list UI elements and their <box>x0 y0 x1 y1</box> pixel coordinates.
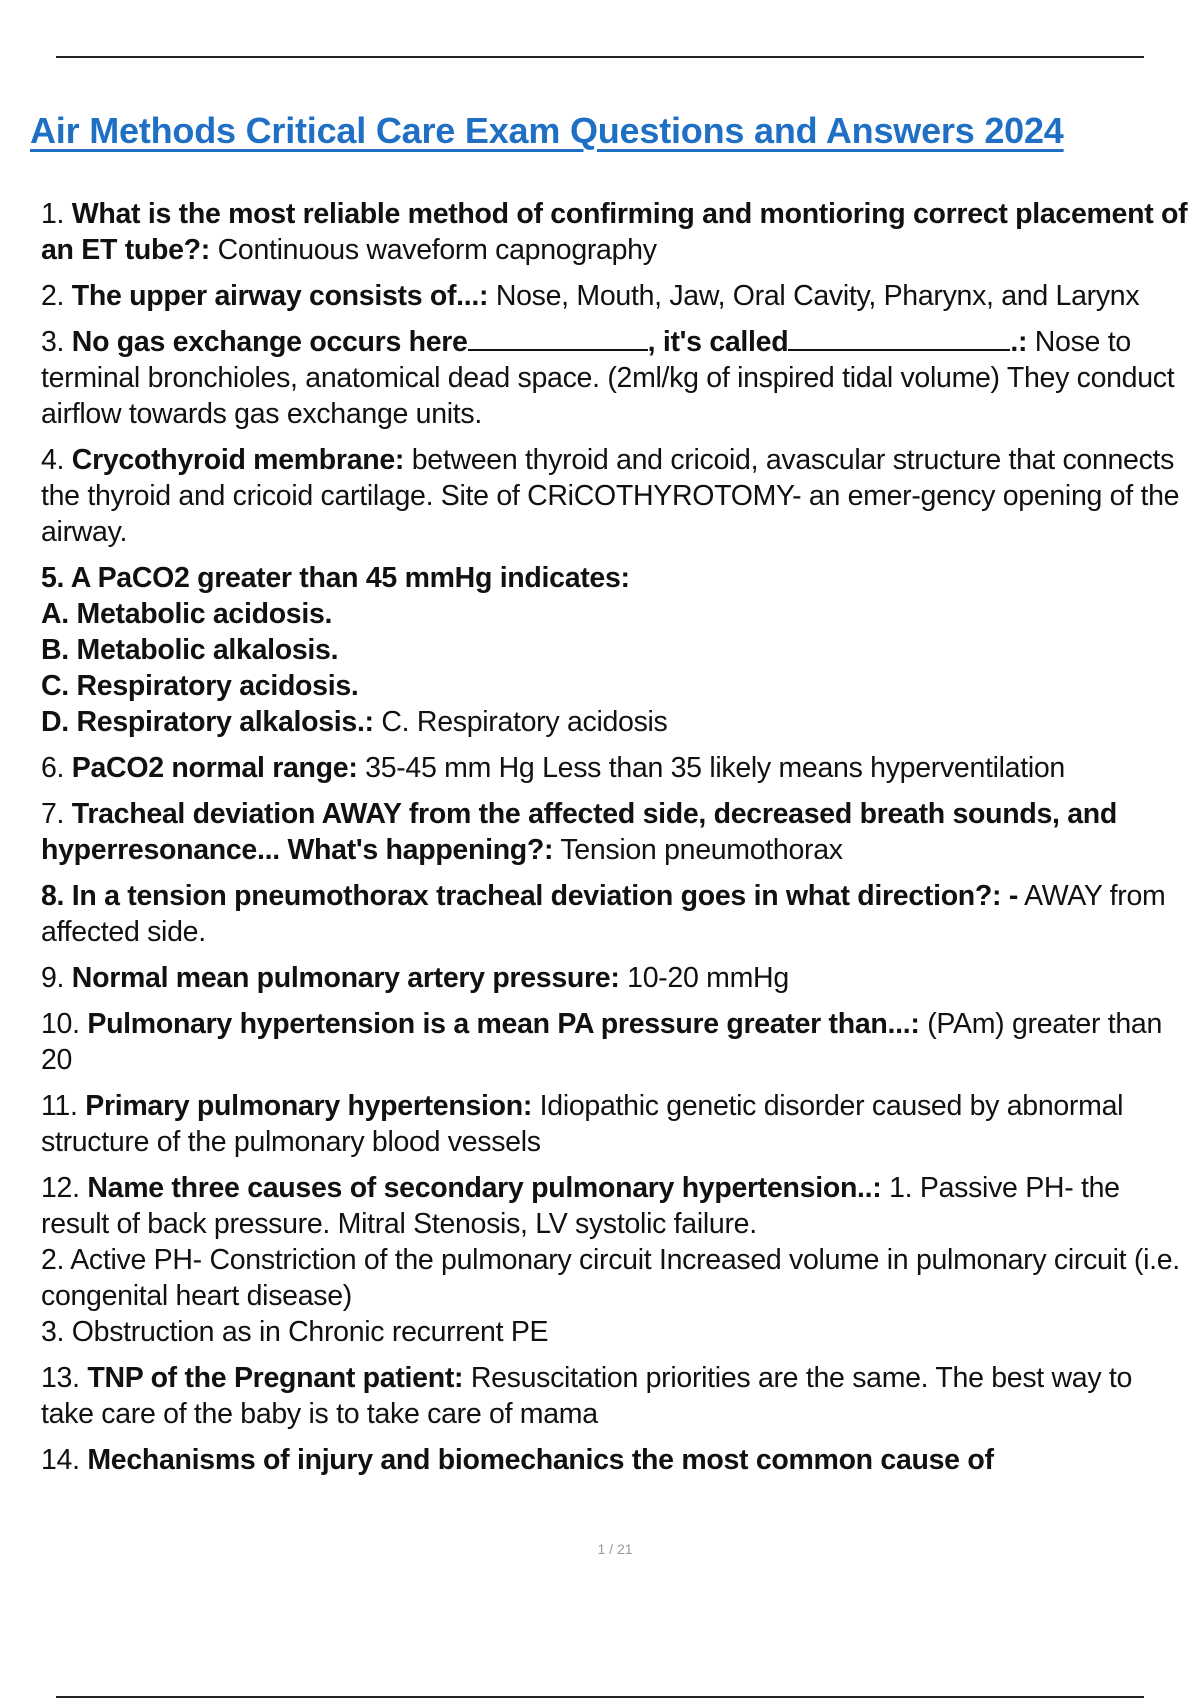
question-text: Tracheal deviation AWAY from the affected side, decreased breath sounds, and hyperresonance... What's happening?: <box>41 798 1118 866</box>
question-item <box>41 324 1191 432</box>
question-text: Name three causes of secondary pulmonary hypertension..: <box>87 1172 882 1204</box>
question-number: 4. <box>41 444 65 476</box>
answer-text: (PAm) greater than 20 <box>41 1008 1163 1076</box>
question-text: Crycothyroid membrane: <box>71 444 405 476</box>
question-number: 10. <box>41 1008 80 1040</box>
answer-option: A. Metabolic acidosis. <box>41 598 333 630</box>
question-number: 1. <box>41 198 65 230</box>
question-item <box>41 796 1191 868</box>
answer-text: between thyroid and cricoid, avascular structure that connects the thyroid and cricoid cartilage. Site of CRiCOTHYROTOMY- an emer-gency opening of the airway. <box>41 444 1180 548</box>
question-item <box>41 1006 1191 1078</box>
question-item <box>41 878 1191 950</box>
question-text: TNP of the Pregnant patient: <box>87 1362 464 1394</box>
bottom-rule <box>56 1696 1144 1698</box>
question-text: No gas exchange occurs here <box>71 326 468 358</box>
question-item <box>41 278 1191 314</box>
answer-text: Idiopathic genetic disorder caused by abnormal structure of the pulmonary blood vessels <box>41 1090 1124 1158</box>
question-number: 13. <box>41 1362 80 1394</box>
question-text: Primary pulmonary hypertension: <box>85 1090 533 1122</box>
question-list <box>41 196 1191 1488</box>
fill-in-blank <box>468 325 648 351</box>
question-text: What is the most reliable method of confirming and montioring correct placement of an ET tube?: <box>41 198 1188 266</box>
fill-in-blank <box>788 325 1010 351</box>
document-title: Air Methods Critical Care Exam Questions and Answers 2024 <box>30 110 1064 151</box>
question-number: 2. <box>41 280 65 312</box>
question-item <box>41 750 1191 786</box>
answer-text: AWAY from affected side. <box>41 880 1166 948</box>
question-number: 9. <box>41 962 65 994</box>
answer-text: 1. Passive PH- the result of back pressure. Mitral Stenosis, LV systolic failure. <box>41 1172 1120 1240</box>
question-text: Normal mean pulmonary artery pressure: <box>71 962 620 994</box>
question-text: , it's called <box>647 326 789 358</box>
question-item <box>41 960 1191 996</box>
answer-option: B. Metabolic alkalosis. <box>41 634 339 666</box>
question-text: .: <box>1010 326 1028 358</box>
question-number: 11. <box>41 1090 78 1122</box>
question-item <box>41 1360 1191 1432</box>
question-item <box>41 196 1191 268</box>
answer-text: Nose, Mouth, Jaw, Oral Cavity, Pharynx, and Larynx <box>495 280 1140 312</box>
question-number: 7. <box>41 798 65 830</box>
question-text: 8. In a tension pneumothorax tracheal deviation goes in what direction?: - <box>41 880 1019 912</box>
question-item <box>41 1088 1191 1160</box>
answer-text: C. Respiratory acidosis <box>381 706 668 738</box>
question-item <box>41 1170 1191 1350</box>
answer-text: 2. Active PH- Constriction of the pulmonary circuit Increased volume in pulmonary circuit (i.e. congenital heart disease) <box>41 1244 1180 1312</box>
answer-option: C. Respiratory acidosis. <box>41 670 359 702</box>
page-indicator: 1 / 21 <box>597 1541 633 1557</box>
question-item <box>41 442 1191 550</box>
question-text: 5. A PaCO2 greater than 45 mmHg indicates: <box>41 562 630 594</box>
question-number: 6. <box>41 752 65 784</box>
question-number: 3. <box>41 326 65 358</box>
answer-text: 3. Obstruction as in Chronic recurrent PE <box>41 1316 549 1348</box>
question-number: 12. <box>41 1172 80 1204</box>
question-text: PaCO2 normal range: <box>71 752 358 784</box>
question-item <box>41 560 1191 740</box>
answer-text: Nose to terminal bronchioles, anatomical dead space. (2ml/kg of inspired tidal volume) They conduct airflow towards gas exchange units. <box>41 326 1175 430</box>
question-text: Mechanisms of injury and biomechanics the most common cause of <box>87 1444 994 1476</box>
question-item <box>41 1442 1191 1478</box>
answer-text: Continuous waveform capnography <box>217 234 657 266</box>
answer-option: D. Respiratory alkalosis.: <box>41 706 374 738</box>
answer-text: 10-20 mmHg <box>627 962 789 994</box>
question-text: The upper airway consists of...: <box>71 280 489 312</box>
top-rule <box>56 56 1144 58</box>
answer-text: Tension pneumothorax <box>560 834 843 866</box>
answer-text: 35-45 mm Hg Less than 35 likely means hyperventilation <box>365 752 1065 784</box>
question-number: 14. <box>41 1444 80 1476</box>
answer-text: Resuscitation priorities are the same. The best way to take care of the baby is to take care of mama <box>41 1362 1133 1430</box>
question-text: Pulmonary hypertension is a mean PA pressure greater than...: <box>87 1008 920 1040</box>
